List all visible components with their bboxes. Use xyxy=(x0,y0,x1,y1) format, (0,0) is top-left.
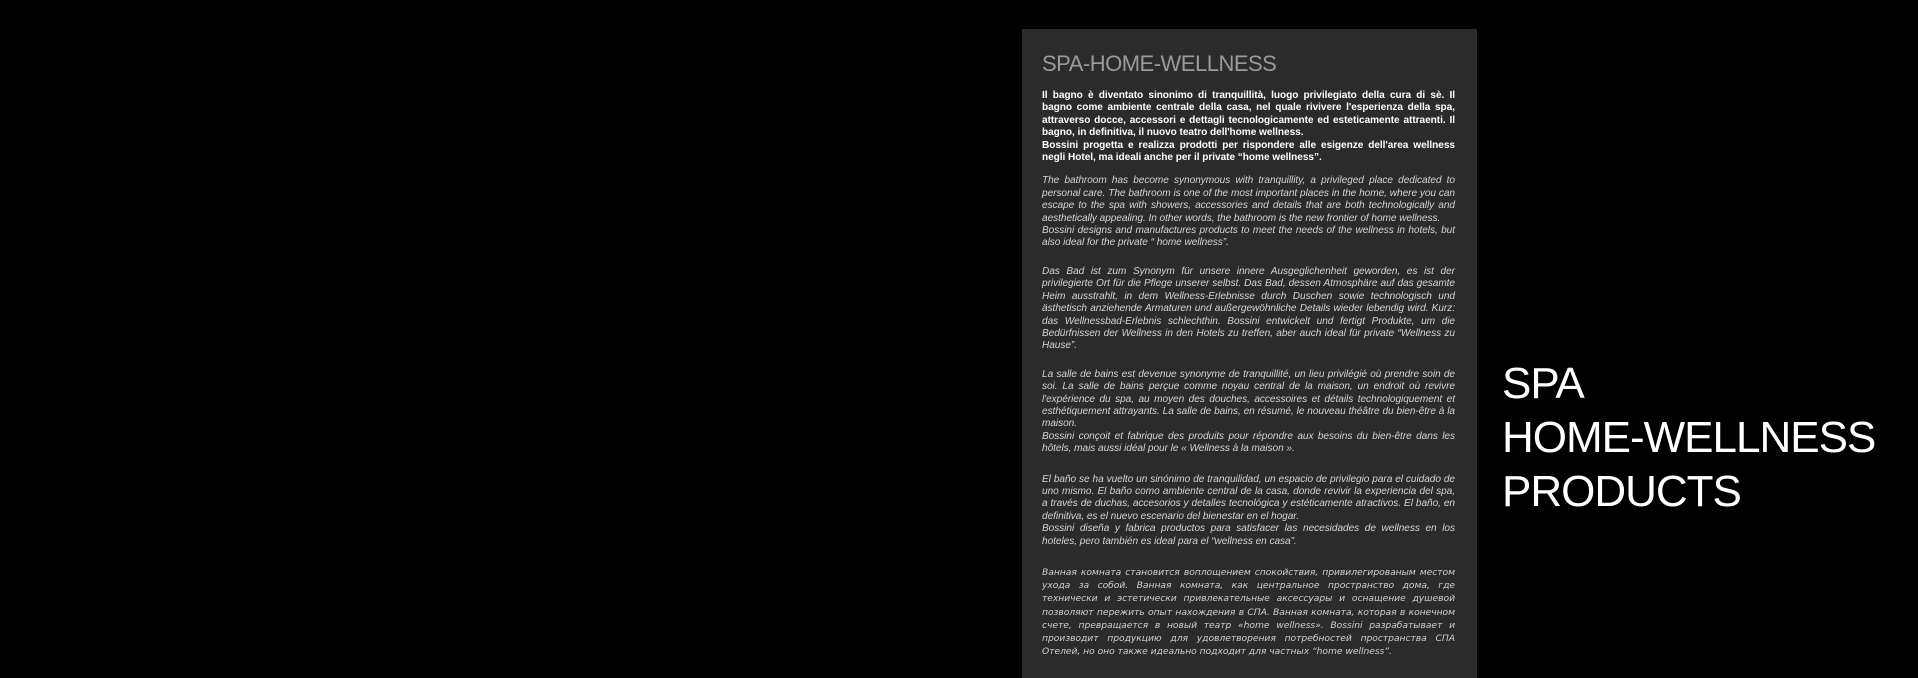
panel-title: SPA-HOME-WELLNESS xyxy=(1042,51,1277,76)
spanish-text-2: Bossini diseña y fabrica productos para satisfacer las necesidades de wellness en los hoteles, pero también es ideal para el “wellness en casa”. xyxy=(1042,523,1455,547)
side-title-line-1: SPA xyxy=(1502,359,1584,408)
english-paragraph xyxy=(1042,175,1455,249)
side-title-line-2: HOME-WELLNESS xyxy=(1502,413,1876,462)
german-text-1: Das Bad ist zum Synonym für unsere innere Ausgeglichenheit geworden, es ist der privilegierte Ort für die Pflege unserer selbst. Das Bad, dessen Atmosphäre auf das gesamte Heim ausstrahlt, in dem Wellness-Erlebnisse durch Duschen sowie technologisch und ästhetisch anziehende Armaturen und außergewöhnliche Details wieder lebendig wird. Kurz: das Wellnessbad-Erlebnis schlechthin. Bossini entwickelt und fertigt Produkte, um die Bedürfnissen der Wellness in den Hotels zu treffen, aber auch ideal für private “Wellness zu Hause”. xyxy=(1042,265,1455,352)
english-text-2: Bossini designs and manufactures products to meet the needs of the wellness in hotels, but also ideal for the private “ home wellness”. xyxy=(1042,225,1455,249)
text-panel xyxy=(1022,29,1477,678)
french-text-1: La salle de bains est devenue synonyme de tranquillité, un lieu privilégié où prendre soin de soi. La salle de bains perçue comme noyau central de la maison, un endroit où revivre l'expérience du spa, au moyen des douches, accessoires et détails technologiquement et esthétiquement attrayants. La salle de bains, en résumé, le nouveau théâtre du bien-être à la maison. xyxy=(1042,368,1455,430)
spanish-text-1: El baño se ha vuelto un sinónimo de tranquilidad, un espacio de privilegio para el cuidado de uno mismo. El baño como ambiente central de la casa, donde revivir la experiencia del spa, a través de duchas, accesorios y detalles tecnológica y estéticamente atractivos. El baño, en definitiva, es el nuevo escenario del bienestar en el hogar. xyxy=(1042,473,1455,522)
side-title-line-3: PRODUCTS xyxy=(1502,467,1741,516)
italian-paragraph xyxy=(1042,90,1455,164)
side-title xyxy=(1502,357,1875,519)
english-text-1: The bathroom has become synonymous with tranquillity, a privileged place dedicated to personal care. The bathroom is one of the most important places in the home, where you can escape to the spa with showers, accessories and details that are both technologically and aesthetically appealing. In other words, the bathroom is the new frontier of home wellness. xyxy=(1042,175,1455,224)
spanish-paragraph xyxy=(1042,474,1455,548)
french-paragraph xyxy=(1042,369,1455,456)
russian-text-1: Ванная комната становится воплощением спокойствия, привилегированым местом ухода за собой. Ванная комната, как центральное пространство дома, где технически и эстетически привлекательные аксессуары и оснащение душевой позволяют пережить опыт нахождения в СПА. Ванная комната, которая в конечном счете, превращается в новый театр «home wellness». Bossini разрабатывает и производит продукцию для удовлетворения потребностей пространства СПА Отелей, но оно также идеально подходит для частных “home wellness”. xyxy=(1042,567,1455,658)
german-paragraph xyxy=(1042,266,1455,353)
italian-text-1: Il bagno è diventato sinonimo di tranquillità, luogo privilegiato della cura di sè. Il bagno come ambiente centrale della casa, nel quale rivivere l'esperienza della spa, attraverso docce, accessori e dettagli tecnologicamente ed esteticamente attraenti. Il bagno, in definitiva, il nuovo teatro dell'home wellness. xyxy=(1042,90,1455,139)
french-text-2: Bossini conçoit et fabrique des produits pour répondre aux besoins du bien-être dans les hôtels, mais aussi idéal pour le « Wellness à la maison ». xyxy=(1042,430,1455,455)
italian-text-2: Bossini progetta e realizza prodotti per rispondere alle esigenze dell'area wellness negli Hotel, ma ideali anche per il private “home wellness”. xyxy=(1042,139,1455,164)
russian-paragraph xyxy=(1042,566,1455,658)
